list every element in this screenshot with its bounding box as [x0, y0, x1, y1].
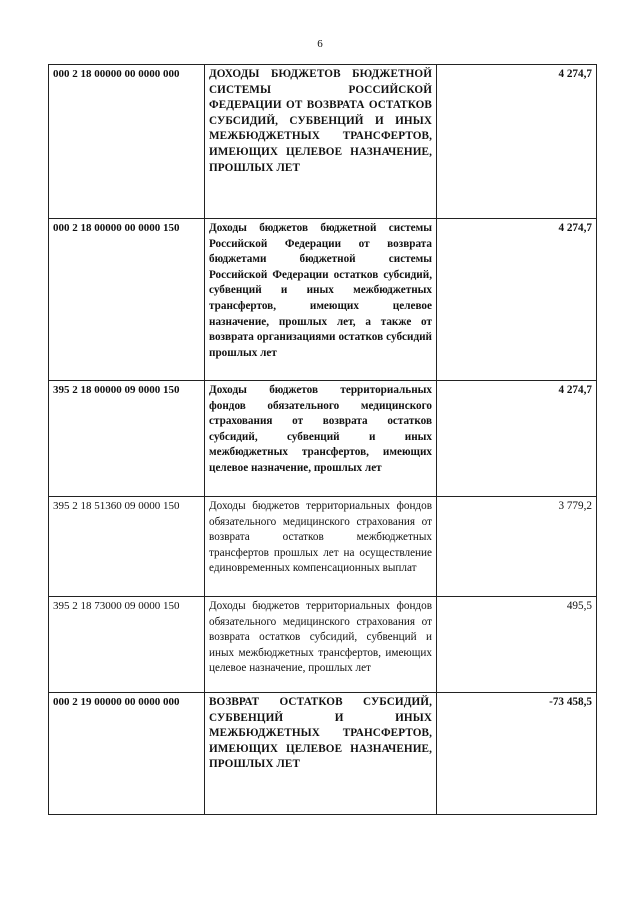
row-amount: 4 274,7 [437, 65, 597, 219]
table-row [49, 597, 597, 693]
budget-code: 000 2 18 00000 00 0000 150 [49, 219, 205, 381]
budget-revenue-table [48, 64, 597, 815]
row-amount: -73 458,5 [437, 693, 597, 815]
row-description: Доходы бюджетов территориальных фондов обязательного медицинского страхования от возврата остатков субсидий, субвенций и иных межбюджетных трансфертов, имеющих целевое назначение, прошлых лет [205, 381, 437, 497]
table-row [49, 65, 597, 219]
table-row [49, 497, 597, 597]
row-amount: 3 779,2 [437, 497, 597, 597]
row-description: ДОХОДЫ БЮДЖЕТОВ БЮДЖЕТНОЙ СИСТЕМЫ РОССИЙСКОЙ ФЕДЕРАЦИИ ОТ ВОЗВРАТА ОСТАТКОВ СУБСИДИЙ, СУБВЕНЦИЙ И ИНЫХ МЕЖБЮДЖЕТНЫХ ТРАНСФЕРТОВ, ИМЕЮЩИХ ЦЕЛЕВОЕ НАЗНАЧЕНИЕ, ПРОШЛЫХ ЛЕТ [205, 65, 437, 219]
row-description: Доходы бюджетов бюджетной системы Российской Федерации от возврата бюджетами бюджетной системы Российской Федерации остатков субсидий, субвенций и иных межбюджетных трансфертов, имеющих целевое назначение, прошлых лет, а также от возврата организациями остатков субсидий прошлых лет [205, 219, 437, 381]
budget-code: 395 2 18 00000 09 0000 150 [49, 381, 205, 497]
table-row [49, 381, 597, 497]
table-row [49, 693, 597, 815]
budget-code: 395 2 18 73000 09 0000 150 [49, 597, 205, 693]
row-description: Доходы бюджетов территориальных фондов обязательного медицинского страхования от возврата остатков межбюджетных трансфертов прошлых лет на осуществление единовременных компенсационных выплат [205, 497, 437, 597]
row-amount: 4 274,7 [437, 219, 597, 381]
budget-code: 000 2 19 00000 00 0000 000 [49, 693, 205, 815]
table-row [49, 219, 597, 381]
row-amount: 495,5 [437, 597, 597, 693]
budget-code: 000 2 18 00000 00 0000 000 [49, 65, 205, 219]
row-amount: 4 274,7 [437, 381, 597, 497]
row-description: Доходы бюджетов территориальных фондов обязательного медицинского страхования от возврата остатков субсидий, субвенций и иных межбюджетных трансфертов, имеющих целевое назначение, прошлых лет [205, 597, 437, 693]
row-description: ВОЗВРАТ ОСТАТКОВ СУБСИДИЙ, СУБВЕНЦИЙ И ИНЫХ МЕЖБЮДЖЕТНЫХ ТРАНСФЕРТОВ, ИМЕЮЩИХ ЦЕЛЕВОЕ НАЗНАЧЕНИЕ, ПРОШЛЫХ ЛЕТ [205, 693, 437, 815]
page-number: 6 [317, 38, 323, 50]
budget-code: 395 2 18 51360 09 0000 150 [49, 497, 205, 597]
